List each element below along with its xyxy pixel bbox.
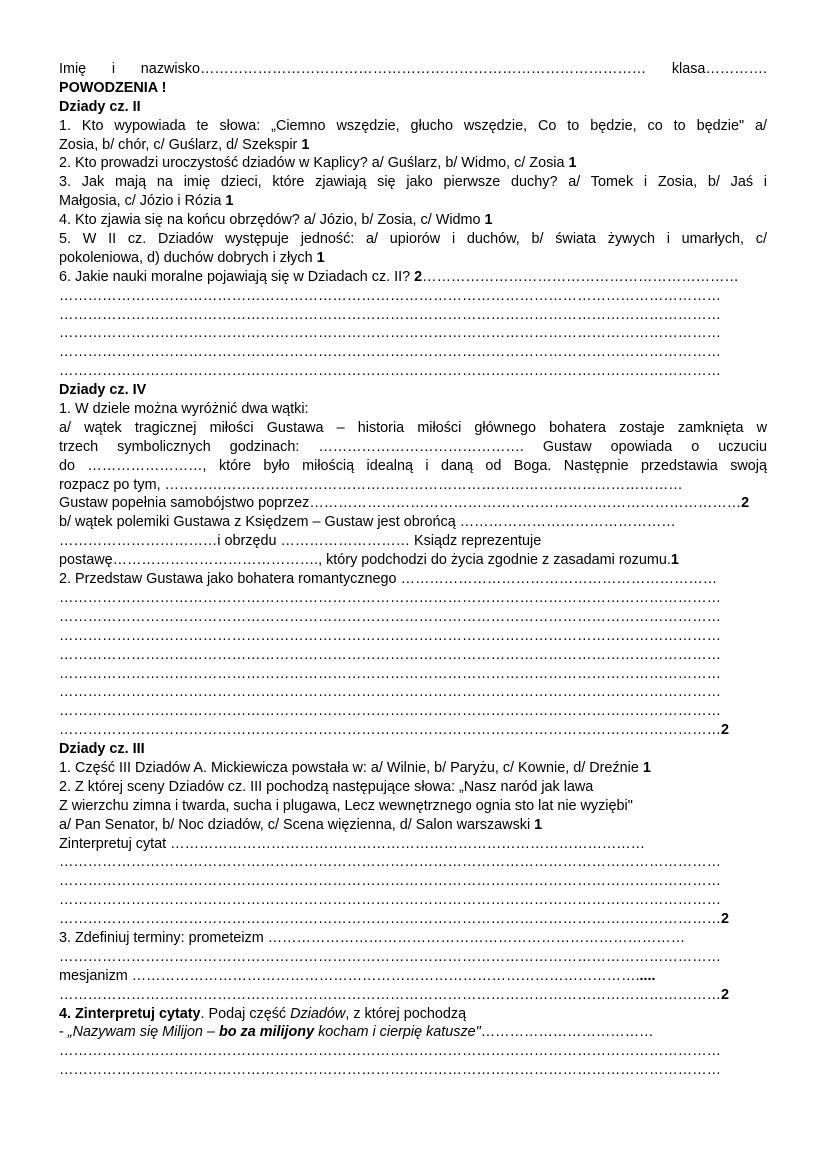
points: 1 [670,552,679,569]
answer-line-final[interactable]: …………………………………………………………………………………………………………………………2 [59,986,729,1003]
part3-q2-line2: Z wierzchu zimna i twarda, sucha i plugawa, Lecz wewnętrznego ognia sto lat nie wyziębi" [59,797,633,814]
answer-line[interactable]: ………………………………………………………………………………………………………………………… [59,684,721,701]
part4-q2: 2. Przedstaw Gustawa jako bohatera romantycznego ………………………………………………………… [59,571,718,588]
part4-a-line5: Gustaw popełnia samobójstwo poprzez………………………………………………………………………………2 [59,495,750,512]
part4-title: Dziady cz. IV [59,382,147,399]
part2-q3-line2: Małgosia, c/ Józio i Rózia 1 [59,193,234,210]
points: 1 [534,816,543,833]
part2-q6: 6. Jakie nauki moralne pojawiają się w Dziadach cz. II? 2………………………………………………………… [59,268,739,285]
class-label: klasa [671,61,706,77]
points: 2 [720,986,729,1003]
answer-line-final[interactable]: …………………………………………………………………………………………………………………………2 [59,911,729,928]
part2-q1-line2: Zosia, b/ chór, c/ Guślarz, d/ Szekspir 1 [59,136,310,153]
part2-q2: 2. Kto prowadzi uroczystość dziadów w Kaplicy? a/ Guślarz, b/ Widmo, c/ Zosia 1 [59,155,577,172]
answer-line[interactable]: ………………………………………………………………………………………………………………………… [59,948,721,965]
part3-q3: 3. Zdefiniuj terminy: prometeizm …………………………………………………………………………… [59,929,686,946]
points: 1 [301,136,310,153]
blank[interactable]: ……………………………………… [459,514,676,531]
answer-line-final[interactable]: …………………………………………………………………………………………………………………………2 [59,722,729,739]
blank[interactable]: …………………………… [59,533,218,550]
blank[interactable]: ……………………………………………………………………………… [309,495,742,512]
quote-line: - „Nazywam się Milijon – bo za milijony kocham i cierpię katusze"……………………………… [59,1024,654,1041]
part2-q1-line1: 1. Kto wypowiada te słowa: „Ciemno wszędzie, głucho wszędzie, Co to będzie, co to będzie" a/ [59,117,767,134]
part2-q5-line2: pokoleniowa, d) duchów dobrych i złych 1 [59,249,325,266]
interpret-line: Zinterpretuj cytat ……………………………………………………………………………………… [59,835,646,852]
part4-a-line3: do ……………………, które było miłością idealną i daną od Boga. Następnie przedstawia swoją [59,457,767,474]
blank[interactable]: …………………………………………………………………………… [267,929,686,946]
answer-line[interactable]: ………………………………………………………………………………………………………………………… [59,363,721,380]
answer-line[interactable]: ………………………………………………………………………………………………………………………… [59,873,721,890]
points: 1 [568,155,577,172]
part4-a-line4: rozpacz po tym, ……………………………………………………………………………………………… [59,476,683,493]
points: 2 [414,268,423,285]
points: 1 [225,193,234,210]
answer-line[interactable]: ………………………………………………………………………………………………………………………… [59,665,721,682]
part3-q4: 4. Zinterpretuj cytaty. Podaj część Dziadów, z której pochodzą [59,1005,467,1022]
points: 2 [720,722,729,739]
answer-line[interactable]: ………………………………………………………………………………………………………………………… [59,1062,721,1079]
part4-a-line1: a/ wątek tragicznej miłości Gustawa – historia miłości głównego bohatera zostaje zamknięta w [59,419,767,436]
answer-line[interactable]: ………………………………………………………………………………………………………………………… [59,287,721,304]
points: 2 [741,495,750,512]
part2-q4: 4. Kto zjawia się na końcu obrzędów? a/ Józio, b/ Zosia, c/ Widmo 1 [59,212,493,229]
name-dots: ………………………………………………………………………………… [200,61,647,77]
part4-q1-intro: 1. W dziele można wyróżnić dwa wątki: [59,401,309,418]
answer-line[interactable]: ………………………………………………………………………………………………………………………… [59,325,721,342]
part2-q5-line1: 5. W II cz. Dziadów występuje jedność: a/ upiorów i duchów, b/ świata żywych i umarłych, c/ [59,231,767,248]
blank[interactable]: ……………………………………. [112,552,319,569]
mesjanizm-line: mesjanizm ……………………………………………………………………………………………..... [59,967,656,984]
part3-title: Dziady cz. III [59,741,145,758]
part4-a-line2: trzech symbolicznych godzinach: ……………………………………. Gustaw opowiada o uczuciu [59,438,767,455]
part4-b-line1: b/ wątek polemiki Gustawa z Księdzem – Gustaw jest obrońcą ……………………………………… [59,514,676,531]
part4-b-line3: postawę……………………………………., który podchodzi do życia zgodnie z zasadami rozumu.1 [59,552,679,569]
answer-line[interactable]: ………………………………………………………………………………………………………………………… [59,854,721,871]
points: 2 [720,911,729,928]
part3-q2-line3: a/ Pan Senator, b/ Noc dziadów, c/ Scena więzienna, d/ Salon warszawski 1 [59,816,543,833]
name-class-line [59,60,767,79]
blank[interactable]: ……………………………………………………………………………………… [170,835,646,852]
answer-line[interactable]: ………………………………………………………………………………………………………………………… [59,627,721,644]
points: 1 [316,249,325,266]
answer-line[interactable]: ………………………………………………………………………………………………………………………… [59,892,721,909]
answer-line[interactable]: ………………………………………………………………………………………………………………………… [59,1043,721,1060]
blank[interactable]: ……………………………………………………………………………………………. [131,967,640,984]
answer-line[interactable]: ………………………………………………………………………………………………………………………… [59,703,721,720]
class-dots: …………. [705,61,767,77]
answer-line[interactable]: ………………………………………………………………………………………………………………………… [59,589,721,606]
blank[interactable]: ……………………………………………………………………………………………… [164,476,683,493]
part2-q3-line1: 3. Jak mają na imię dzieci, które zjawiają się jako pierwsze duchy? a/ Tomek i Zosia, b/ Jaś i [59,174,767,191]
points: 1 [484,212,493,229]
part3-q2-line1: 2. Z której sceny Dziadów cz. III pochodzą następujące słowa: „Nasz naród jak lawa [59,778,594,795]
part2-title: Dziady cz. II [59,98,141,115]
answer-line[interactable]: ………………………………………………………………………………………………………………………… [59,306,721,323]
answer-line[interactable]: ………………………………………………………………………………………………………………………… [59,344,721,361]
worksheet [59,60,767,1080]
good-luck-heading: POWODZENIA ! [59,79,167,96]
part3-q1: 1. Część III Dziadów A. Mickiewicza powstała w: a/ Wilnie, b/ Paryżu, c/ Kownie, d/ Dreźnie 1 [59,759,651,776]
part4-b-line2: ……………………………i obrzędu ……………………… Ksiądz reprezentuje [59,533,542,550]
name-label: Imię i nazwisko [59,61,200,77]
points: 1 [642,759,651,776]
blank[interactable]: ……………………………… [480,1024,654,1041]
blank[interactable]: …………………… [87,457,203,474]
answer-line[interactable]: ………………………………………………………………………………………………………………………… [59,608,721,625]
blank[interactable]: ……………………………………. [318,438,524,455]
answer-line[interactable]: ………………………………………………………………………………………………………………………… [59,646,721,663]
blank[interactable]: ……………………… [280,533,411,550]
